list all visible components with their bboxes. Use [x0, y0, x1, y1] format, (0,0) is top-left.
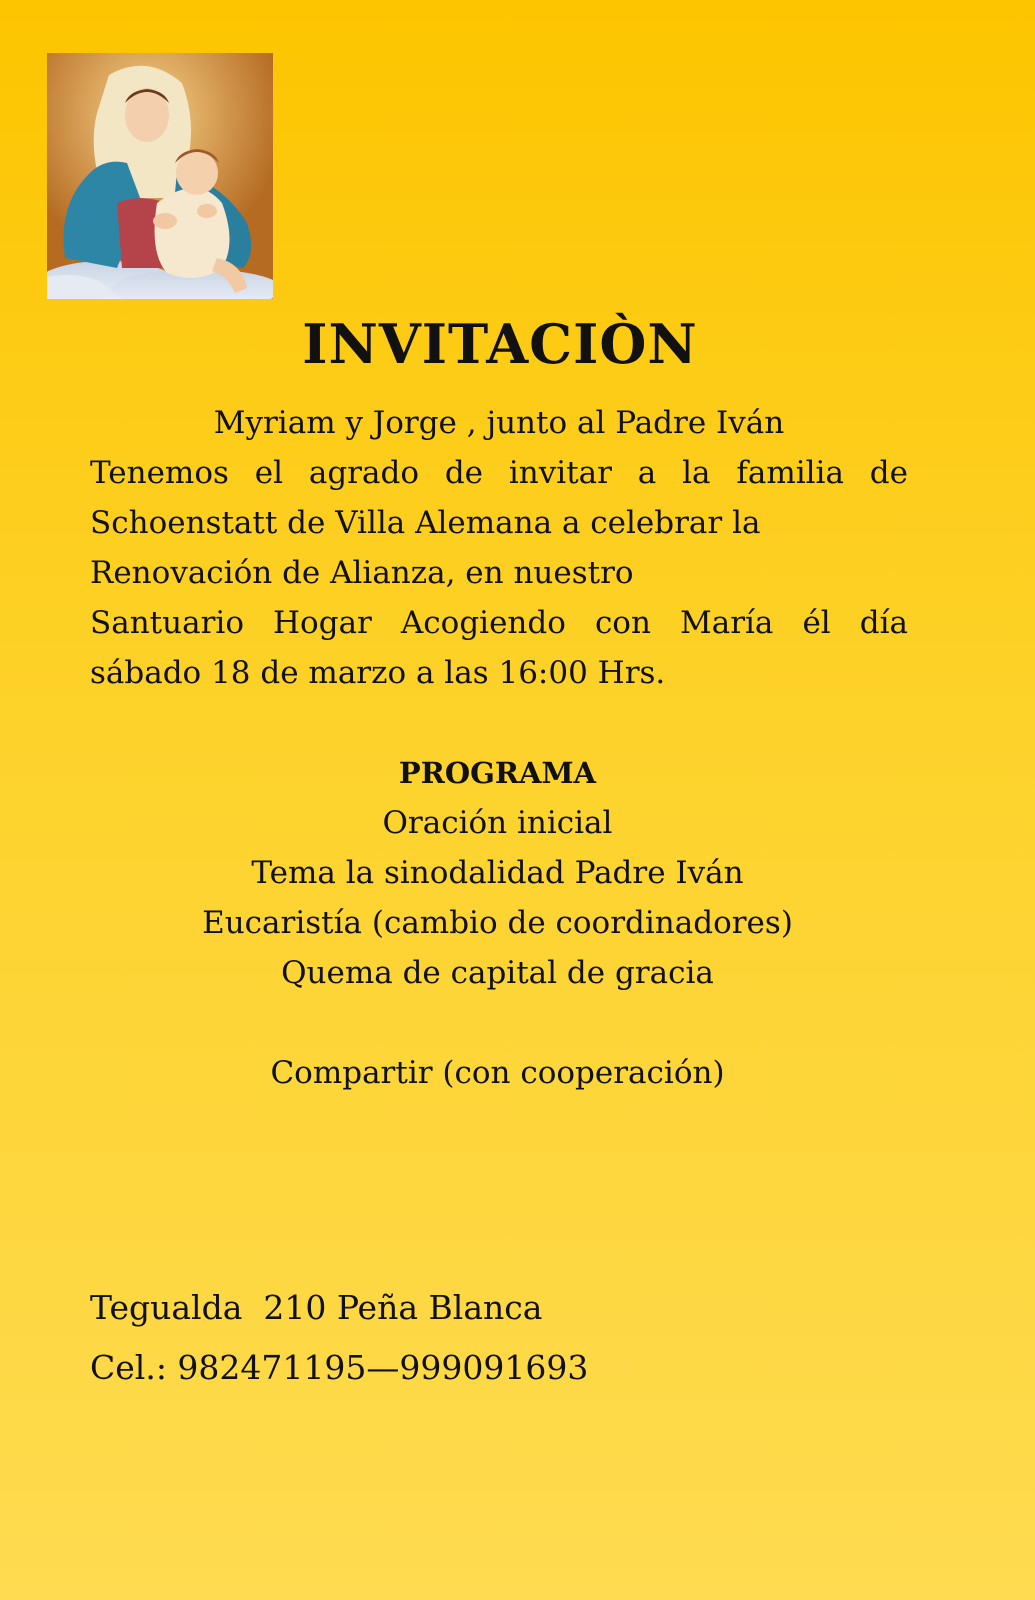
program-item: Oración inicial [382, 805, 613, 841]
program-item: Tema la sinodalidad Padre Iván [251, 855, 744, 891]
invitation-title: INVITACIÒN [302, 312, 698, 376]
program-item: Eucaristía (cambio de coordinadores) [202, 905, 793, 941]
message-line: Schoenstatt de Villa Alemana a celebrar la [90, 505, 761, 541]
message-line: Santuario Hogar Acogiendo con María él día [90, 605, 908, 641]
address-text: Tegualda 210 Peña Blanca [90, 1288, 543, 1327]
virgin-and-child-illustration [47, 53, 273, 299]
message-line: Renovación de Alianza, en nuestro [90, 555, 634, 591]
program-section [0, 748, 995, 1098]
message-line: Tenemos el agrado de invitar a la familia de [90, 455, 908, 491]
message-line: sábado 18 de marzo a las 16:00 Hrs. [90, 655, 666, 691]
invitation-message [90, 398, 908, 698]
virgin-and-child-image [47, 53, 273, 299]
contact-info [90, 1278, 588, 1398]
phone-text: Cel.: 982471195—999091693 [90, 1348, 589, 1387]
message-line: Myriam y Jorge , junto al Padre Iván [213, 405, 785, 441]
program-item: Quema de capital de gracia [281, 955, 714, 991]
program-heading: PROGRAMA [398, 756, 597, 790]
program-item: Compartir (con cooperación) [270, 1055, 725, 1091]
program-spacer [0, 998, 995, 1048]
